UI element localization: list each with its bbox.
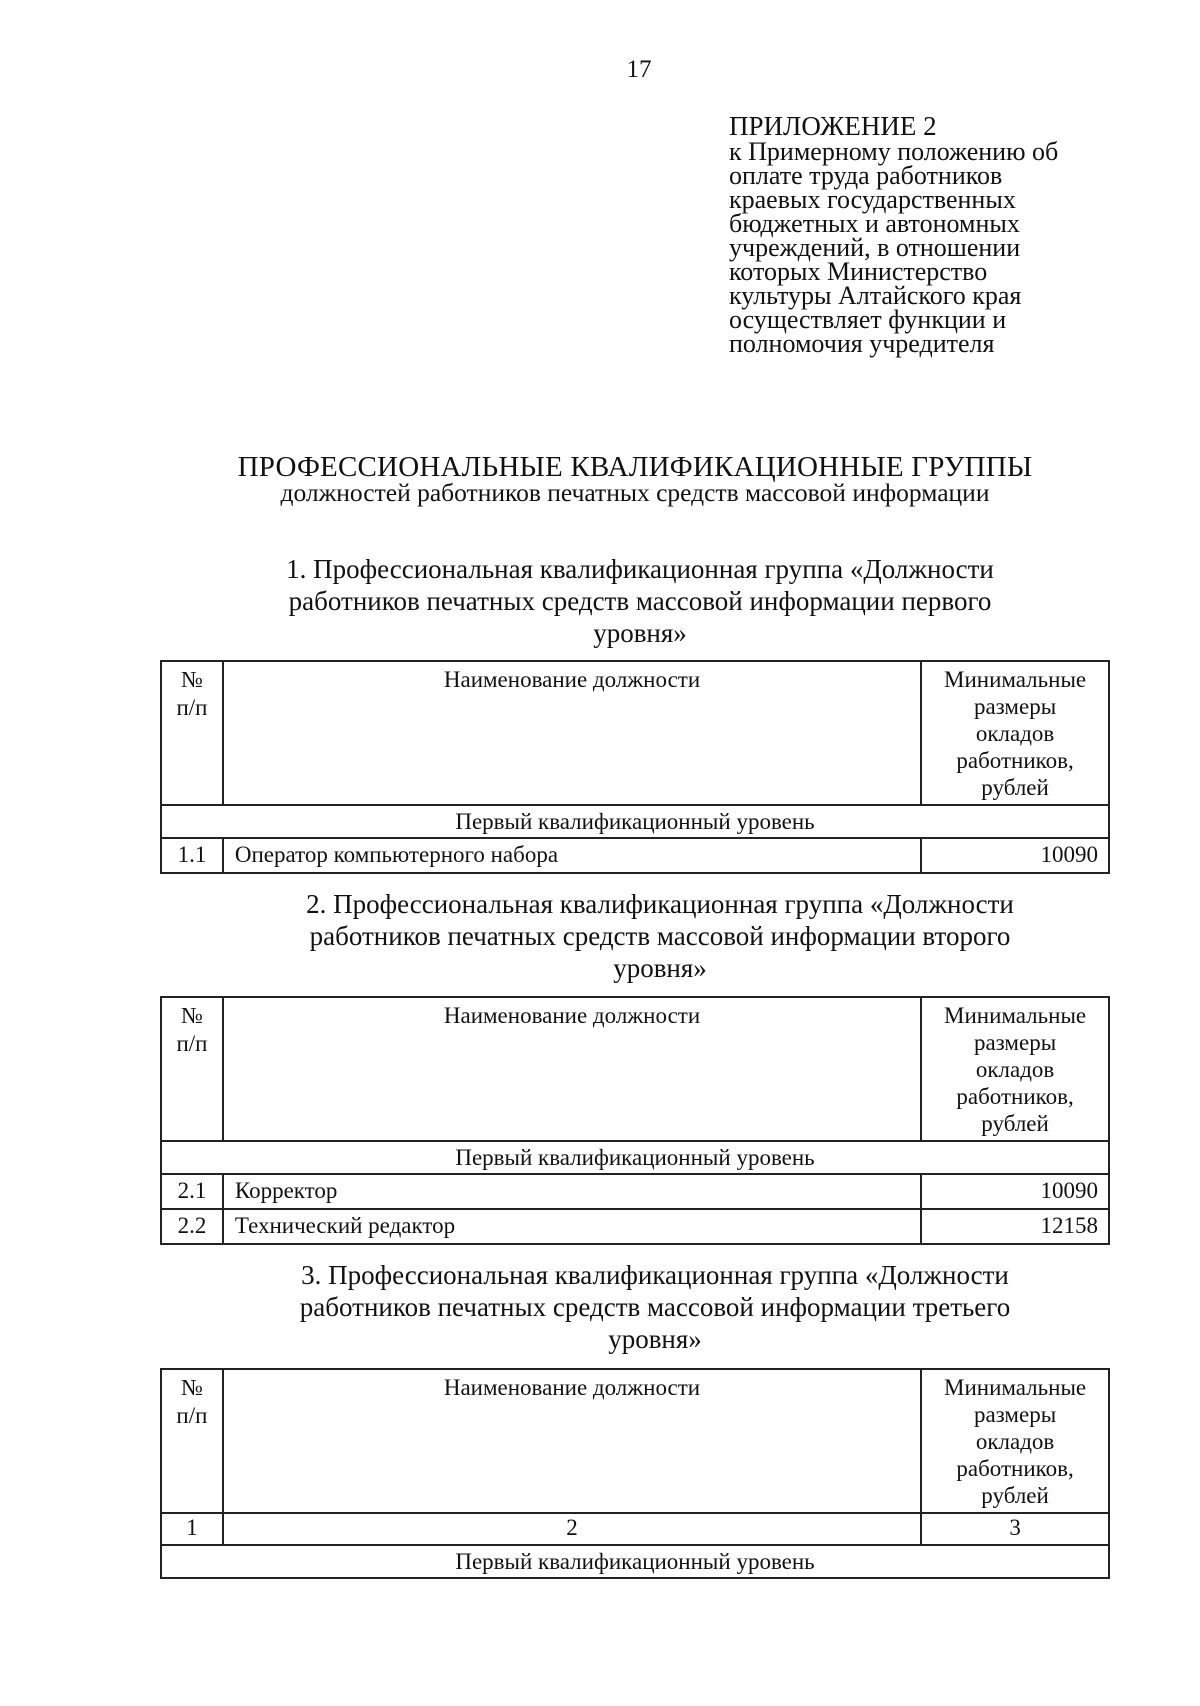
level-label: Первый квалификационный уровень [161,1545,1109,1578]
level-label: Первый квалификационный уровень [161,805,1109,838]
header-name: Наименование должности [223,661,921,805]
document-subtitle: должностей работников печатных средств массовой информации [280,478,990,507]
column-number: 3 [921,1513,1109,1545]
group-heading-line: 3. Профессиональная квалификационная группа «Должности [301,1260,1009,1290]
row-salary: 10090 [921,1174,1109,1209]
row-name: Корректор [223,1174,921,1209]
appendix-line: полномочия учредителя [729,329,995,358]
table-row [161,838,1109,873]
level-label: Первый квалификационный уровень [161,1141,1109,1174]
level-row [161,1141,1109,1174]
column-number: 2 [223,1513,921,1545]
group-1-table [160,660,1110,874]
appendix-block [729,112,1169,356]
column-numbers-row [161,1513,1109,1545]
table-header-row [161,997,1109,1141]
row-salary: 12158 [921,1209,1109,1244]
group-heading-line: уровня» [613,953,707,983]
group-heading-line: работников печатных средств массовой информации первого [288,586,992,616]
document-title: ПРОФЕССИОНАЛЬНЫЕ КВАЛИФИКАЦИОННЫЕ ГРУППЫ [237,451,1033,483]
header-num: № п/п [161,1369,223,1513]
appendix-line: бюджетных и автономных [729,209,1020,238]
group-heading-line: 1. Профессиональная квалификационная группа «Должности [286,554,994,584]
appendix-line: культуры Алтайского края [729,281,1022,310]
appendix-title: ПРИЛОЖЕНИЕ 2 [729,111,937,141]
column-number: 1 [161,1513,223,1545]
table-row [161,1209,1109,1244]
appendix-line: к Примерному положению об [729,137,1059,166]
header-salary: Минимальные размеры окладов работников, рублей [921,661,1109,805]
group-heading-line: 2. Профессиональная квалификационная группа «Должности [306,889,1014,919]
table-row [161,1174,1109,1209]
group-3-table [160,1368,1110,1579]
group-3-heading [160,1259,1150,1355]
level-row [161,1545,1109,1578]
header-num: № п/п [161,997,223,1141]
header-salary: Минимальные размеры окладов работников, рублей [921,997,1109,1141]
row-num: 2.2 [161,1209,223,1244]
row-name: Технический редактор [223,1209,921,1244]
group-2-heading [160,888,1160,984]
table-header-row [161,661,1109,805]
group-heading-line: работников печатных средств массовой информации третьего [299,1292,1011,1322]
row-salary: 10090 [921,838,1109,873]
appendix-line: которых Министерство [729,257,988,286]
level-row [161,805,1109,838]
row-num: 2.1 [161,1174,223,1209]
appendix-line: оплате труда работников [729,161,1003,190]
page-number: 17 [626,56,652,83]
group-2-table [160,996,1110,1245]
header-name: Наименование должности [223,997,921,1141]
group-heading-line: уровня» [608,1324,702,1354]
header-num: № п/п [161,661,223,805]
table-header-row [161,1369,1109,1513]
appendix-line: краевых государственных [729,185,1016,214]
row-name: Оператор компьютерного набора [223,838,921,873]
header-name: Наименование должности [223,1369,921,1513]
appendix-line: осуществляет функции и [729,305,1007,334]
group-heading-line: работников печатных средств массовой информации второго [309,921,1011,951]
appendix-line: учреждений, в отношении [729,233,1021,262]
row-num: 1.1 [161,838,223,873]
group-1-heading [160,553,1120,649]
header-salary: Минимальные размеры окладов работников, рублей [921,1369,1109,1513]
group-heading-line: уровня» [593,618,687,648]
